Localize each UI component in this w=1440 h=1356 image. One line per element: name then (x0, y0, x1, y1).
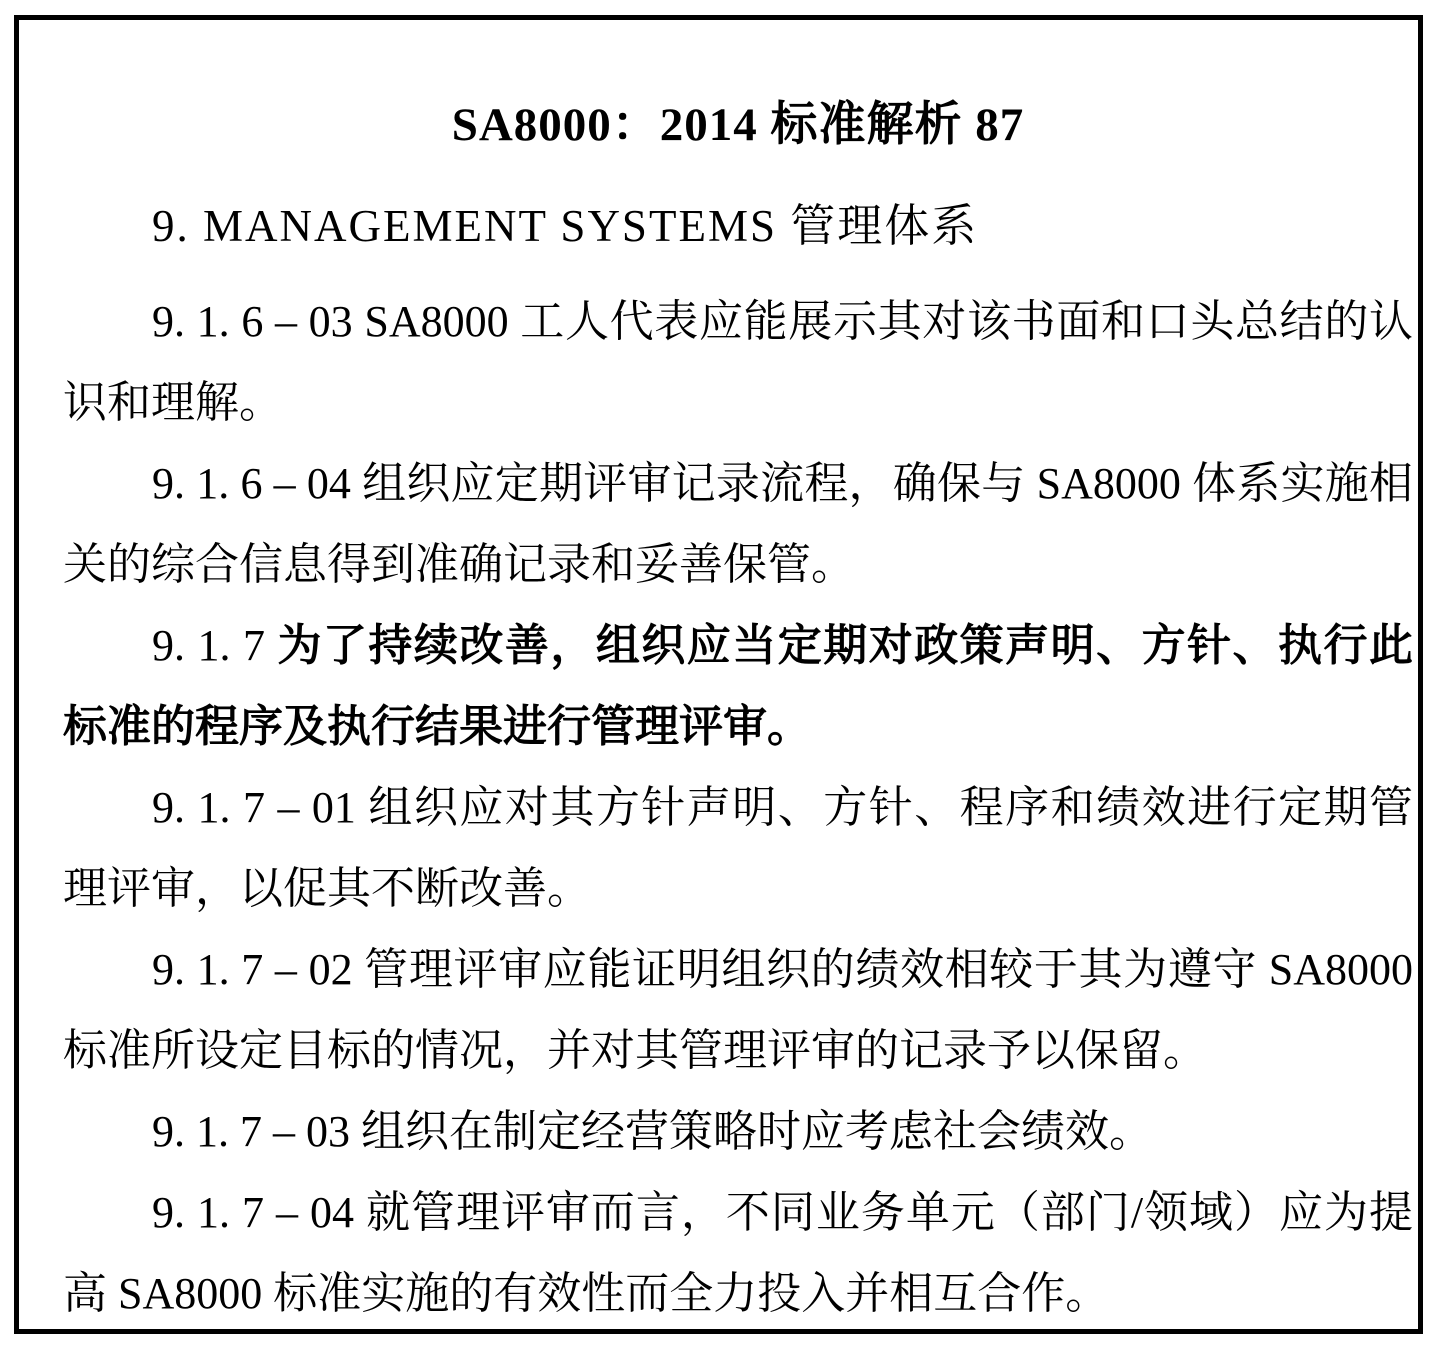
clause-text: 为了持续改善，组织应当定期对政策声明、方针、执行此标准的程序及执行结果进行管理评审。 (63, 621, 1414, 751)
clause-text: 组织在制定经营策略时应考虑社会绩效。 (361, 1107, 1153, 1156)
clause-number: 9. 1. 7 – 02 (152, 945, 365, 994)
clause-number: 9. 1. 7 – 03 (152, 1107, 361, 1156)
clause-number: 9. 1. 6 – 03 (152, 297, 365, 346)
clause-text: 就管理评审而言，不同业务单元（部门/领域）应为提高 SA8000 标准实施的有效性而全力投入并相互合作。 (63, 1188, 1413, 1318)
paragraph-9.1.7-01 (63, 767, 1413, 929)
clause-number: 9. 1. 7 – 04 (152, 1188, 366, 1237)
paragraph-9.1.6-04 (63, 443, 1413, 605)
paragraph-9.1.7-02 (63, 929, 1413, 1091)
paragraph-9.1.6-03 (63, 281, 1413, 443)
paragraph-9.1.7 (63, 605, 1413, 767)
clause-text: SA8000 工人代表应能展示其对该书面和口头总结的认识和理解。 (63, 297, 1414, 427)
section-heading: 9. MANAGEMENT SYSTEMS 管理体系 (152, 201, 979, 251)
clause-number: 9. 1. 7 – 01 (152, 783, 369, 832)
page-border-frame (14, 15, 1423, 1334)
clause-text: 组织应对其方针声明、方针、程序和绩效进行定期管理评审，以促其不断改善。 (63, 783, 1414, 913)
paragraph-9.1.7-03 (63, 1091, 1413, 1172)
page-title: SA8000：2014 标准解析 87 (451, 99, 1025, 151)
document-content (63, 95, 1413, 1334)
clause-number: 9. 1. 7 (152, 621, 278, 670)
clause-text: 管理评审应能证明组织的绩效相较于其为遵守 SA8000 标准所设定目标的情况，并对其管理评审的记录予以保留。 (63, 945, 1414, 1075)
clause-text: 组织应定期评审记录流程，确保与 SA8000 体系实施相关的综合信息得到准确记录和妥善保管。 (63, 459, 1413, 589)
paragraph-9.1.7-04 (63, 1172, 1413, 1334)
clause-number: 9. 1. 6 – 04 (152, 459, 363, 508)
paragraphs (63, 281, 1413, 1334)
